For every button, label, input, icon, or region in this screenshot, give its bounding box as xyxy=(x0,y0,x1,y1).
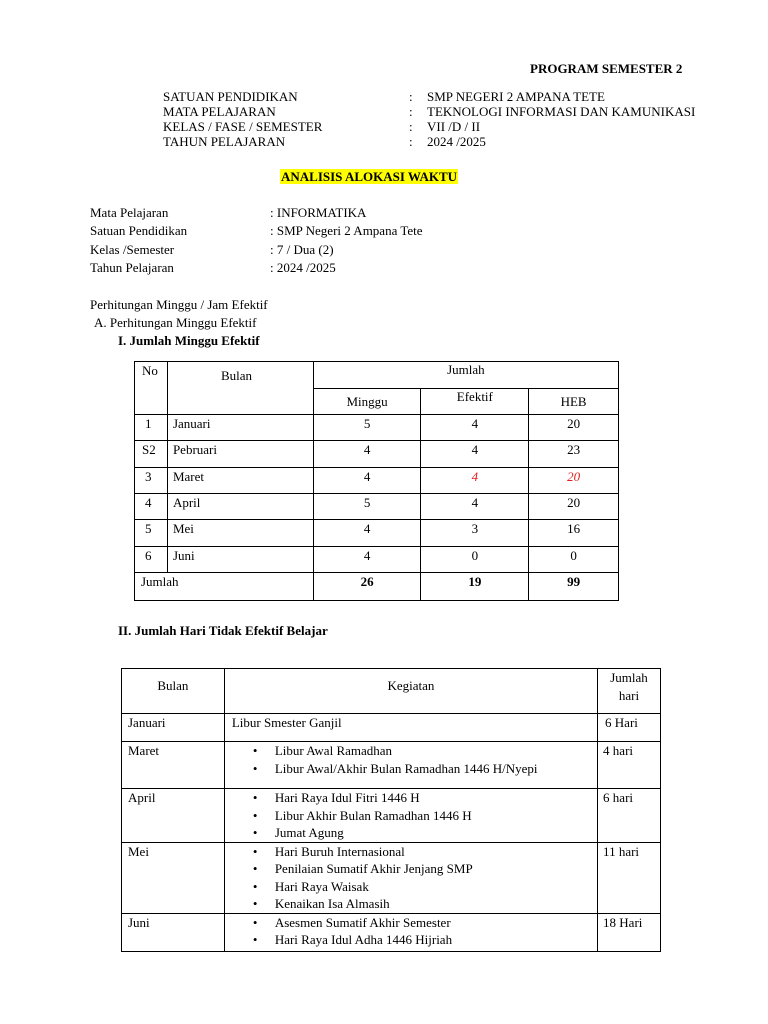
cell-efektif: 4 xyxy=(421,494,529,520)
info-label: Satuan Pendidikan xyxy=(90,223,188,238)
header-bulan: Bulan xyxy=(122,669,225,714)
table-row xyxy=(135,441,619,468)
header-label-satuan: SATUAN PENDIDIKAN xyxy=(163,89,298,104)
cell-minggu: 5 xyxy=(313,415,421,441)
cell-kegiatan xyxy=(224,913,597,951)
cell-bulan: Mei xyxy=(122,842,225,913)
calc-sub-a: A. Perhitungan Minggu Efektif xyxy=(94,315,257,330)
cell-kegiatan xyxy=(224,742,597,789)
info-value: : SMP Negeri 2 Ampana Tete xyxy=(270,223,423,238)
kegiatan-list xyxy=(225,914,597,949)
info-label: Mata Pelajaran xyxy=(90,205,169,220)
header-label-mapel: MATA PELAJARAN xyxy=(163,104,276,119)
hari-tidak-efektif-table xyxy=(121,668,661,952)
table-row xyxy=(122,842,661,913)
cell-kegiatan: Libur Smester Ganjil xyxy=(224,714,597,742)
table-row xyxy=(122,742,661,789)
info-value: : 2024 /2025 xyxy=(270,260,336,275)
header-sep: : xyxy=(409,89,413,104)
table-row xyxy=(135,415,619,441)
header-jumlah-line1: Jumlah xyxy=(610,670,648,685)
cell-hari: 6 hari xyxy=(598,789,661,843)
header-sep: : xyxy=(409,119,413,134)
cell-bulan: Pebruari xyxy=(167,441,313,468)
total-heb: 99 xyxy=(529,573,619,601)
list-item: • Hari Raya Waisak xyxy=(275,878,597,896)
list-item: • Asesmen Sumatif Akhir Semester xyxy=(275,914,597,932)
kegiatan-list xyxy=(225,789,597,842)
cell-minggu: 5 xyxy=(313,494,421,520)
header-bulan-empty xyxy=(167,389,313,415)
list-item: • Jumat Agung xyxy=(275,824,597,842)
header-value-tahun: 2024 /2025 xyxy=(427,134,486,149)
header-jumlah-hari xyxy=(598,669,661,714)
cell-hari: 4 hari xyxy=(598,742,661,789)
cell-no: 5 xyxy=(135,520,168,547)
info-label: Kelas /Semester xyxy=(90,242,175,257)
cell-efektif: 4 xyxy=(421,468,529,494)
cell-no: 3 xyxy=(135,468,168,494)
info-value: : INFORMATIKA xyxy=(270,205,367,220)
calc-heading: Perhitungan Minggu / Jam Efektif xyxy=(90,297,268,312)
list-item: • Libur Awal/Akhir Bulan Ramadhan 1446 H/Nyepi xyxy=(275,760,597,778)
list-item: • Kenaikan Isa Almasih xyxy=(275,895,597,913)
cell-efektif: 0 xyxy=(421,547,529,573)
header-value-satuan: SMP NEGERI 2 AMPANA TETE xyxy=(427,89,605,104)
cell-kegiatan xyxy=(224,842,597,913)
table-total-row xyxy=(135,573,619,601)
section-title-text: ANALISIS ALOKASI WAKTU xyxy=(281,169,458,184)
header-sep: : xyxy=(409,104,413,119)
table-row xyxy=(135,468,619,494)
cell-kegiatan xyxy=(224,789,597,843)
cell-bulan: Maret xyxy=(122,742,225,789)
info-label: Tahun Pelajaran xyxy=(90,260,174,275)
list-item: • Hari Raya Idul Fitri 1446 H xyxy=(275,789,597,807)
section-title xyxy=(280,169,458,185)
total-efektif: 19 xyxy=(421,573,529,601)
list-item: • Libur Awal Ramadhan xyxy=(275,742,597,760)
total-minggu: 26 xyxy=(313,573,421,601)
table-row xyxy=(122,913,661,951)
table-row xyxy=(135,494,619,520)
cell-no: 4 xyxy=(135,494,168,520)
header-efektif: Efektif xyxy=(421,389,529,415)
calc-sub-i: I. Jumlah Minggu Efektif xyxy=(118,333,260,348)
table-row xyxy=(135,520,619,547)
cell-no: S2 xyxy=(135,441,168,468)
cell-heb: 16 xyxy=(529,520,619,547)
page-title: PROGRAM SEMESTER 2 xyxy=(530,61,683,76)
kegiatan-list xyxy=(225,843,597,913)
list-item: • Penilaian Sumatif Akhir Jenjang SMP xyxy=(275,860,597,878)
header-kegiatan: Kegiatan xyxy=(224,669,597,714)
cell-no: 1 xyxy=(135,415,168,441)
cell-bulan: Januari xyxy=(122,714,225,742)
cell-bulan: April xyxy=(122,789,225,843)
cell-bulan: April xyxy=(167,494,313,520)
header-minggu: Minggu xyxy=(313,389,421,415)
cell-hari: 18 Hari xyxy=(598,913,661,951)
cell-bulan: Januari xyxy=(167,415,313,441)
header-no-empty xyxy=(135,389,168,415)
total-label: Jumlah xyxy=(135,573,314,601)
table-row xyxy=(122,714,661,742)
cell-heb: 20 xyxy=(529,415,619,441)
cell-minggu: 4 xyxy=(313,468,421,494)
cell-bulan: Juni xyxy=(167,547,313,573)
header-jumlah-line2: hari xyxy=(618,688,640,703)
cell-no: 6 xyxy=(135,547,168,573)
list-item: • Hari Raya Idul Adha 1446 Hijriah xyxy=(275,931,597,949)
table-row xyxy=(135,547,619,573)
list-item: • Hari Buruh Internasional xyxy=(275,843,597,861)
info-value: : 7 / Dua (2) xyxy=(270,242,334,257)
section-ii-title: II. Jumlah Hari Tidak Efektif Belajar xyxy=(118,623,328,638)
header-label-kelas: KELAS / FASE / SEMESTER xyxy=(163,119,323,134)
table-row xyxy=(122,789,661,843)
cell-efektif: 3 xyxy=(421,520,529,547)
minggu-efektif-table xyxy=(134,361,619,601)
cell-minggu: 4 xyxy=(313,520,421,547)
header-label-tahun: TAHUN PELAJARAN xyxy=(163,134,286,149)
list-item: • Libur Akhir Bulan Ramadhan 1446 H xyxy=(275,807,597,825)
cell-heb: 0 xyxy=(529,547,619,573)
header-value-mapel: TEKNOLOGI INFORMASI DAN KAMUNIKASI xyxy=(427,104,696,119)
header-sep: : xyxy=(409,134,413,149)
cell-hari: 11 hari xyxy=(598,842,661,913)
cell-minggu: 4 xyxy=(313,547,421,573)
kegiatan-list xyxy=(225,742,597,777)
header-value-kelas: VII /D / II xyxy=(427,119,481,134)
cell-efektif: 4 xyxy=(421,415,529,441)
header-bulan: Bulan xyxy=(167,362,313,389)
cell-heb: 23 xyxy=(529,441,619,468)
cell-heb: 20 xyxy=(529,468,619,494)
cell-bulan: Mei xyxy=(167,520,313,547)
cell-efektif: 4 xyxy=(421,441,529,468)
cell-bulan: Maret xyxy=(167,468,313,494)
header-jumlah: Jumlah xyxy=(313,362,618,389)
cell-bulan: Juni xyxy=(122,913,225,951)
cell-minggu: 4 xyxy=(313,441,421,468)
cell-heb: 20 xyxy=(529,494,619,520)
header-heb: HEB xyxy=(529,389,619,415)
cell-hari: 6 Hari xyxy=(598,714,661,742)
header-no: No xyxy=(135,362,168,389)
